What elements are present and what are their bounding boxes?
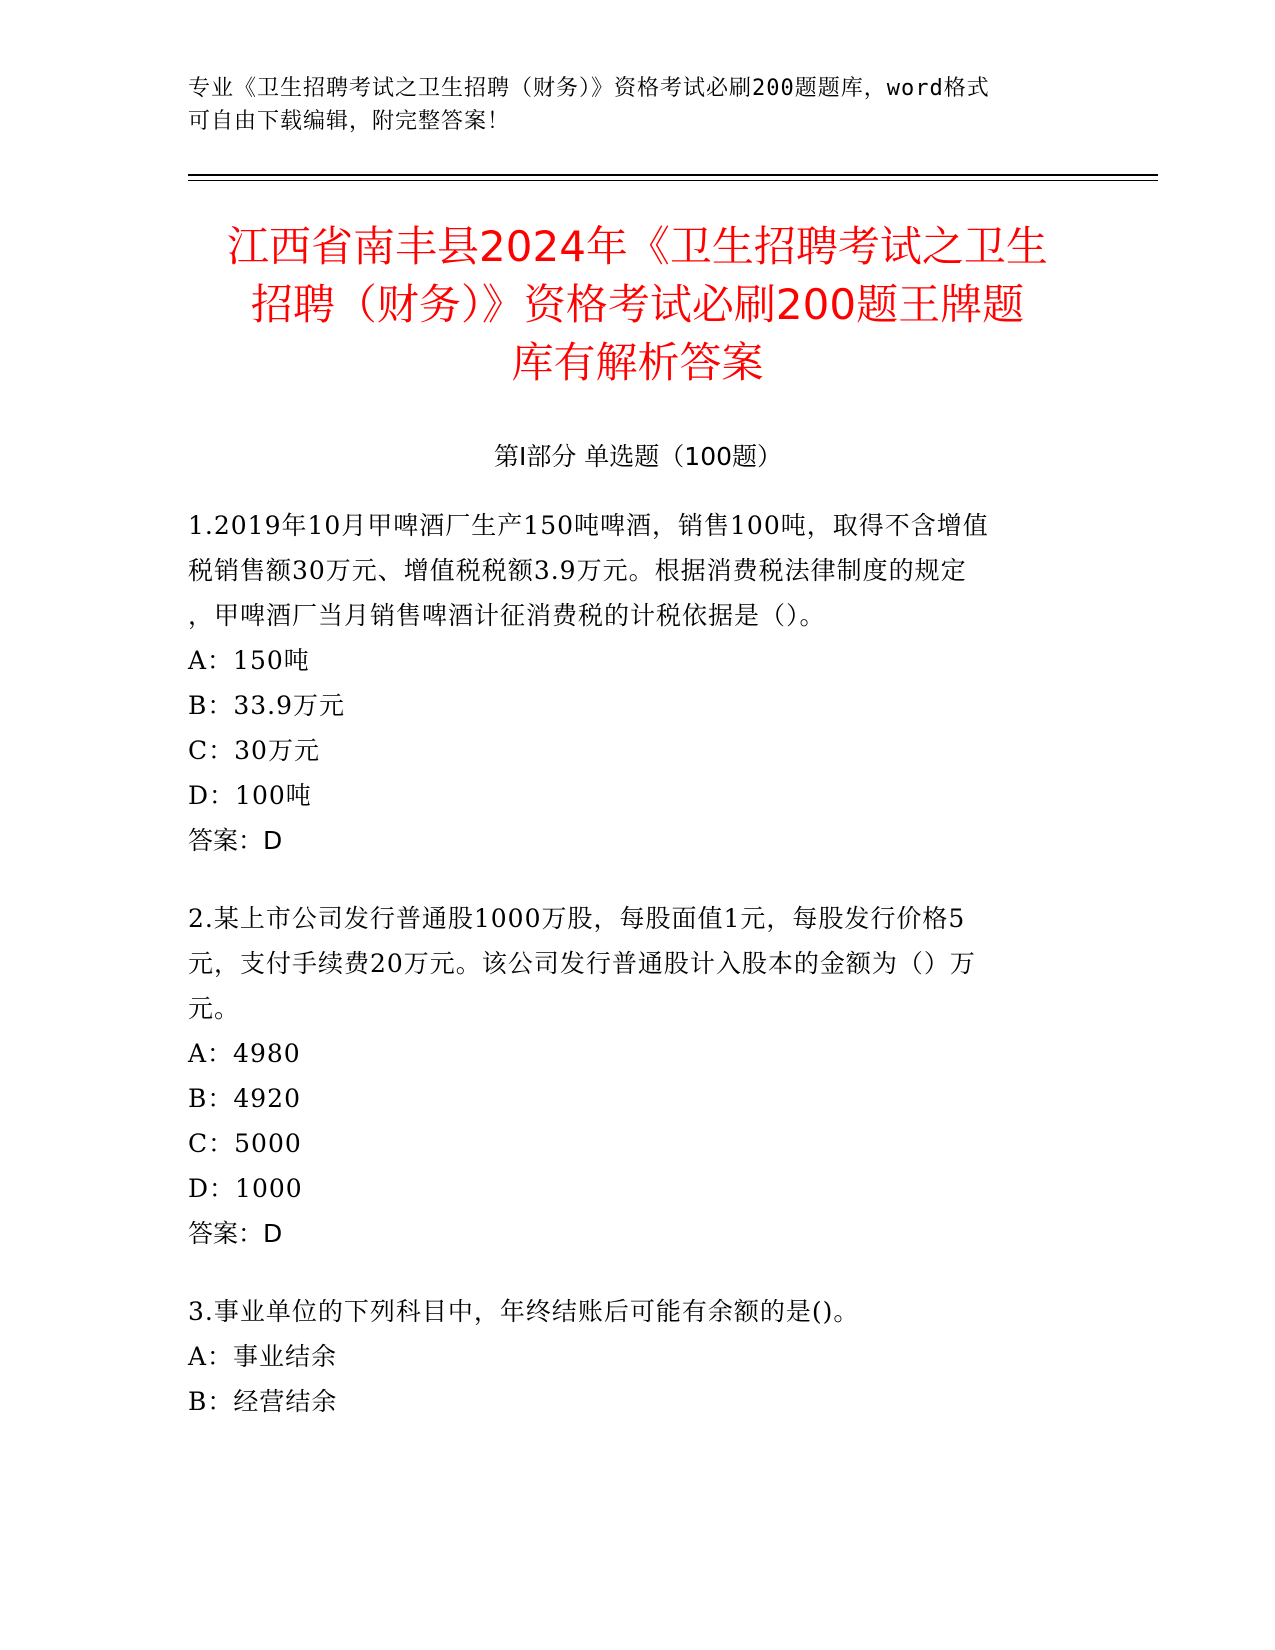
question-text-line: 元。 <box>188 994 241 1023</box>
option-a: A：事业结余 <box>188 1342 338 1371</box>
question-text-line: 2.某上市公司发行普通股1000万股，每股面值1元，每股发行价格5 <box>188 904 966 933</box>
header-divider-thin <box>188 180 1158 181</box>
header-note-line: 专业《卫生招聘考试之卫生招聘（财务）》资格考试必刷200题题库，word格式 <box>188 76 990 101</box>
header-note <box>188 72 1088 138</box>
header-divider-thick <box>188 174 1158 176</box>
option-a: A：150吨 <box>188 646 310 675</box>
question-3 <box>188 1289 1088 1424</box>
question-text-line: 税销售额30万元、增值税税额3.9万元。根据消费税法律制度的规定 <box>188 556 967 585</box>
option-c: C：5000 <box>188 1129 302 1158</box>
option-b: B：经营结余 <box>188 1387 338 1416</box>
question-text-line: 1.2019年10月甲啤酒厂生产150吨啤酒，销售100吨，取得不含增值 <box>188 511 989 540</box>
option-c: C：30万元 <box>188 736 320 765</box>
question-1 <box>188 503 1088 863</box>
option-d: D：1000 <box>188 1174 303 1203</box>
option-b: B：4920 <box>188 1084 301 1113</box>
document-title-line: 招聘（财务）》资格考试必刷200题王牌题 <box>250 280 1025 329</box>
question-text-line: 3.事业单位的下列科目中，年终结账后可能有余额的是()。 <box>188 1297 860 1326</box>
option-a: A：4980 <box>188 1039 301 1068</box>
document-title-line: 库有解析答案 <box>511 338 764 387</box>
document-title-line: 江西省南丰县2024年《卫生招聘考试之卫生 <box>227 222 1048 271</box>
option-d: D：100吨 <box>188 781 312 810</box>
answer: 答案：D <box>188 826 283 855</box>
section-title: 第Ⅰ部分 单选题（100题） <box>493 442 783 471</box>
answer: 答案：D <box>188 1219 283 1248</box>
question-text-line: ，甲啤酒厂当月销售啤酒计征消费税的计税依据是（）。 <box>188 601 826 630</box>
question-text-line: 元，支付手续费20万元。该公司发行普通股计入股本的金额为（）万 <box>188 949 976 978</box>
header-note-line: 可自由下载编辑，附完整答案！ <box>188 109 511 134</box>
question-2 <box>188 896 1088 1256</box>
document-title <box>180 218 1095 392</box>
option-b: B：33.9万元 <box>188 691 346 720</box>
